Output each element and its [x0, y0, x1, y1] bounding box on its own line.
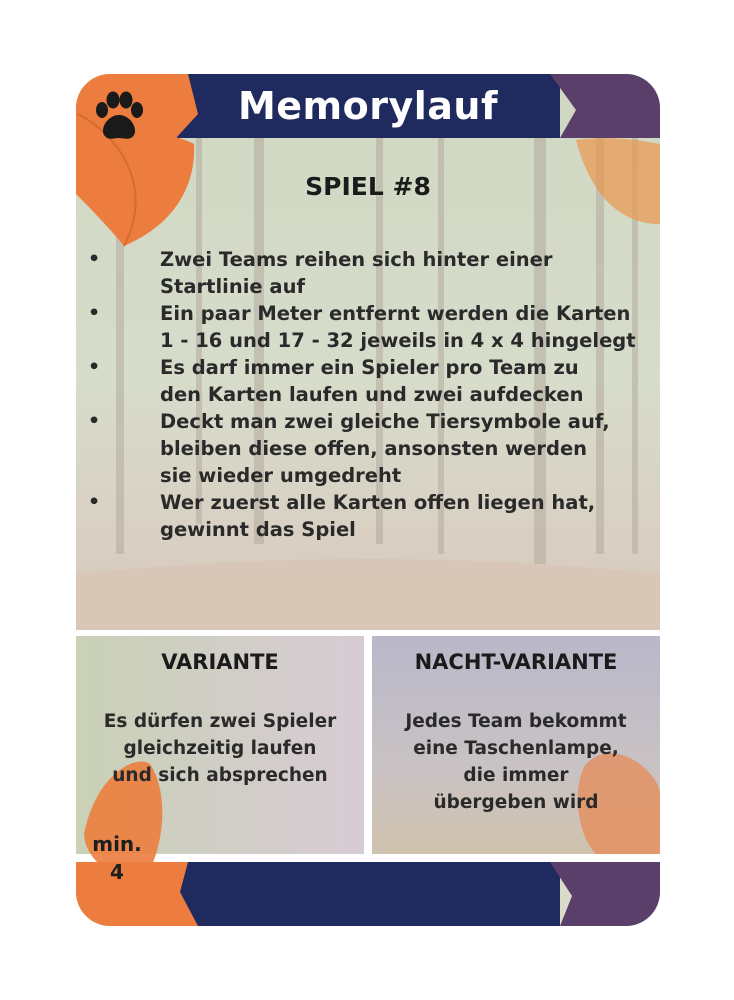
- list-item: [84, 246, 654, 300]
- rule-line: gewinnt das Spiel: [160, 518, 356, 541]
- list-item: [84, 354, 654, 408]
- rule-line: Zwei Teams reihen sich hinter einer: [160, 248, 553, 271]
- min-players: [82, 830, 152, 886]
- min-players-value: 4: [110, 860, 124, 884]
- night-variant-line: die immer: [463, 765, 569, 786]
- rule-line: Wer zuerst alle Karten offen liegen hat,: [160, 491, 596, 514]
- rule-line: Deckt man zwei gleiche Tiersymbole auf,: [160, 410, 610, 433]
- rule-line: sie wieder umgedreht: [160, 464, 402, 487]
- list-item: [84, 300, 654, 354]
- game-card: [76, 74, 660, 926]
- game-number-heading: SPIEL #8: [305, 172, 431, 201]
- rule-line: 1 - 16 und 17 - 32 jeweils in 4 x 4 hingelegt: [160, 329, 636, 352]
- card-title: Memorylauf: [237, 84, 499, 128]
- variant-title: VARIANTE: [161, 650, 279, 674]
- night-variant-line: eine Taschenlampe,: [413, 738, 619, 759]
- variant-panel: [76, 636, 364, 854]
- bullet: •: [88, 491, 101, 513]
- rule-line: bleiben diese offen, ansonsten werden: [160, 437, 588, 460]
- list-item: [84, 408, 654, 489]
- variant-line: gleichzeitig laufen: [123, 738, 317, 759]
- bullet: •: [88, 356, 101, 378]
- variant-line: Es dürfen zwei Spieler: [103, 711, 337, 732]
- night-variant-text: [372, 708, 660, 816]
- rule-line: den Karten laufen und zwei aufdecken: [160, 383, 584, 406]
- bullet: •: [88, 302, 101, 324]
- variant-text: [76, 708, 364, 789]
- list-item: [84, 489, 654, 543]
- bullet: •: [88, 248, 101, 270]
- night-variant-line: übergeben wird: [433, 792, 599, 813]
- paw-icon: [90, 88, 148, 146]
- title-bar: [176, 74, 560, 138]
- bullet: •: [88, 410, 101, 432]
- rule-line: Es darf immer ein Spieler pro Team zu: [160, 356, 579, 379]
- night-variant-panel: [372, 636, 660, 854]
- variant-line: und sich absprechen: [112, 765, 328, 786]
- night-variant-title: NACHT-VARIANTE: [414, 650, 618, 674]
- rules-list: [84, 246, 654, 543]
- night-variant-line: Jedes Team bekommt: [405, 711, 627, 732]
- rule-line: Startlinie auf: [160, 275, 305, 298]
- rule-line: Ein paar Meter entfernt werden die Karten: [160, 302, 631, 325]
- min-players-label: min.: [92, 832, 142, 856]
